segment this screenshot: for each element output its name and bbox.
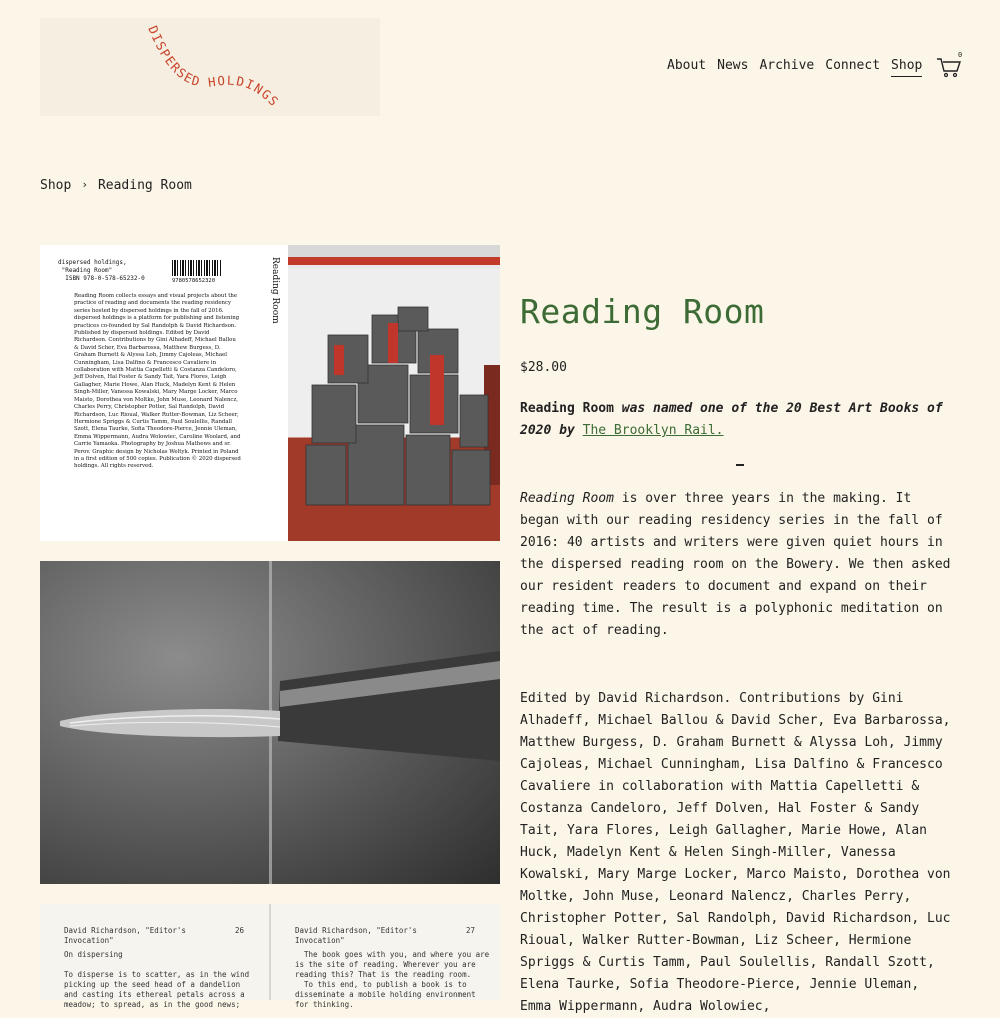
barcode-image <box>172 260 222 276</box>
nav-archive[interactable]: Archive <box>759 58 815 73</box>
product-image-book-photo[interactable] <box>40 561 500 884</box>
breadcrumb-shop-link[interactable]: Shop <box>40 178 72 193</box>
spread-left-header: David Richardson, "Editor's Invocation" <box>64 926 186 945</box>
sculpture-photo <box>288 245 500 541</box>
book-back-cover <box>40 245 288 541</box>
spread-right-text: The book goes with you, and where you are is the site of reading. Wherever you are reading this? That is the reading room. To this end, to publish a book is to disseminate a mobile holding environment for thinking. <box>295 950 490 1009</box>
logo-text: DISPERSED HOLDINGS <box>145 23 283 110</box>
description-book-title: Reading Room <box>520 491 614 506</box>
nav-about[interactable]: About <box>667 58 707 73</box>
nav-shop[interactable]: Shop <box>891 58 922 77</box>
product-contributors: Edited by David Richardson. Contributions by Gini Alhadeff, Michael Ballou & David Scher, Eva Barbarossa, Matthew Burgess, D. Graham Burnett & Alyssa Loh, Jimmy Cajoleas, Michael Cunningham, Lisa Dalfino & Francesco Cavaliere in collaboration with Mattia Capelletti & Costanza Candeloro, Jeff Dolven, Hal Foster & Sandy Tait, Yara Flores, Leigh Gallagher, Marie Howe, Alan Huck, Madelyn Kent & Helen Singh-Miller, Vanessa Kowalski, Mary Marge Locker, Marco Maisto, Dorothea von Moltke, John Muse, Leonard Nalencz, Charles Perry, Christopher Potter, Sal Randolph, David Richardson, Luc Rioual, Walker Rutter-Bowman, Liz Scheer, Hermione Spriggs & Curtis Tamm, Paul Soulellis, Randall Szott, Elena Taurke, Sofia Theodore-Pierce, Jennie Uleman, Emma Wippermann, Audra Wolowiec, <box>520 691 951 1014</box>
breadcrumb-separator: › <box>81 178 88 191</box>
product-image-spread[interactable] <box>40 904 500 1009</box>
nav-connect[interactable]: Connect <box>825 58 881 73</box>
cart-button[interactable] <box>936 56 962 78</box>
cover-isbn: 9780578652320 <box>172 278 216 284</box>
spread-right-page <box>271 904 500 1009</box>
svg-text:DISPERSED HOLDINGS <box>145 23 282 109</box>
product-price: $28.00 <box>520 360 567 375</box>
site-logo[interactable] <box>40 18 380 116</box>
cart-count: 0 <box>958 51 963 59</box>
spread-left-text: On dispersing To disperse is to scatter, as in the wind picking up the seed head of a dandelion and casting its ethereal petals across a meadow; to spread, as in the good news; <box>64 950 250 1009</box>
breadcrumb <box>40 178 192 193</box>
cart-icon <box>936 56 962 78</box>
spread-right-header: David Richardson, "Editor's Invocation" <box>295 926 417 945</box>
product-description <box>520 488 958 642</box>
award-note <box>520 398 950 442</box>
spread-left-page <box>40 904 269 1009</box>
spread-left-page-number: 26 <box>234 926 244 935</box>
cover-spine-title: Reading Room <box>270 257 280 324</box>
award-book-title: Reading Room <box>520 401 614 416</box>
product-title: Reading Room <box>520 292 765 331</box>
nav-news[interactable]: News <box>717 58 749 73</box>
book-photo <box>40 561 500 884</box>
award-text: was named one of the 20 Best Art Books of 2020 by <box>520 401 943 438</box>
description-body: is over three years in the making. It began with our reading residency series in the fall of 2016: 40 artists and writers were given quiet hours in the dispersed reading room on the Bowery. We then asked our resident readers to document and expand on their reading time. The result is a polyphonic meditation on the act of reading. <box>520 491 951 638</box>
product-image-cover[interactable] <box>40 245 500 541</box>
section-divider <box>736 464 744 466</box>
spread-right-page-number: 27 <box>465 926 475 935</box>
cover-meta: dispersed holdings, "Reading Room" ISBN 978-0-578-65232-0 <box>58 259 145 282</box>
logo-wordmark <box>40 18 380 116</box>
main-nav <box>667 58 922 77</box>
cover-blurb: Reading Room collects essays and visual projects about the practice of reading and documents the reading residency series hosted by dispersed holdings in the fall of 2016. dispersed holdings is a platform for publishing and listening practices co-founded by Sal Randolph & David Richardson. Published by dispersed holdings. Edited by David Richardson. Contributions by Gini Alhadeff, Michael Ballou & David Scher, Eva Barbarossa, Matthew Burgess, D. Graham Burnett & Alyssa Loh, Jimmy Cajoleas, Michael Cunningham, Lisa Dalfino & Francesco Cavaliere in collaboration with Mattia Capelletti & Costanza Candeloro, Jeff Dolven, Hal Foster & Sandy Tait, Yara Flores, Leigh Gallagher, Marie Howe, Alan Huck, Madelyn Kent & Helen Singh-Miller, Vanessa Kowalski, Mary Marge Locker, Marco Maisto, Dorothea von Moltke, John Muse, Leonard Nalencz, Charles Perry, Christopher Potter, Sal Randolph, David Richardson, Luc Rioual, Walker Rutter-Bowman, Liz Scheer, Hermione Spriggs & Curtis Tamm, Paul Soulellis, Randall Szott, Elena Taurke, Sofia Theodore-Pierce, Jennie Uleman, Emma Wippermann, Audra Wolowiec, Caroline Woolard, and Carrie Yamaoka. Photography by Joshua Mathews and sr. Perov. Graphic design by Nicholas Weltyk. Printed in Poland in a first edition of 500 copies. Publication © 2020 dispersed holdings. All rights reserved. <box>74 293 241 470</box>
breadcrumb-current: Reading Room <box>97 178 192 193</box>
brooklyn-rail-link[interactable]: The Brooklyn Rail. <box>582 423 724 438</box>
